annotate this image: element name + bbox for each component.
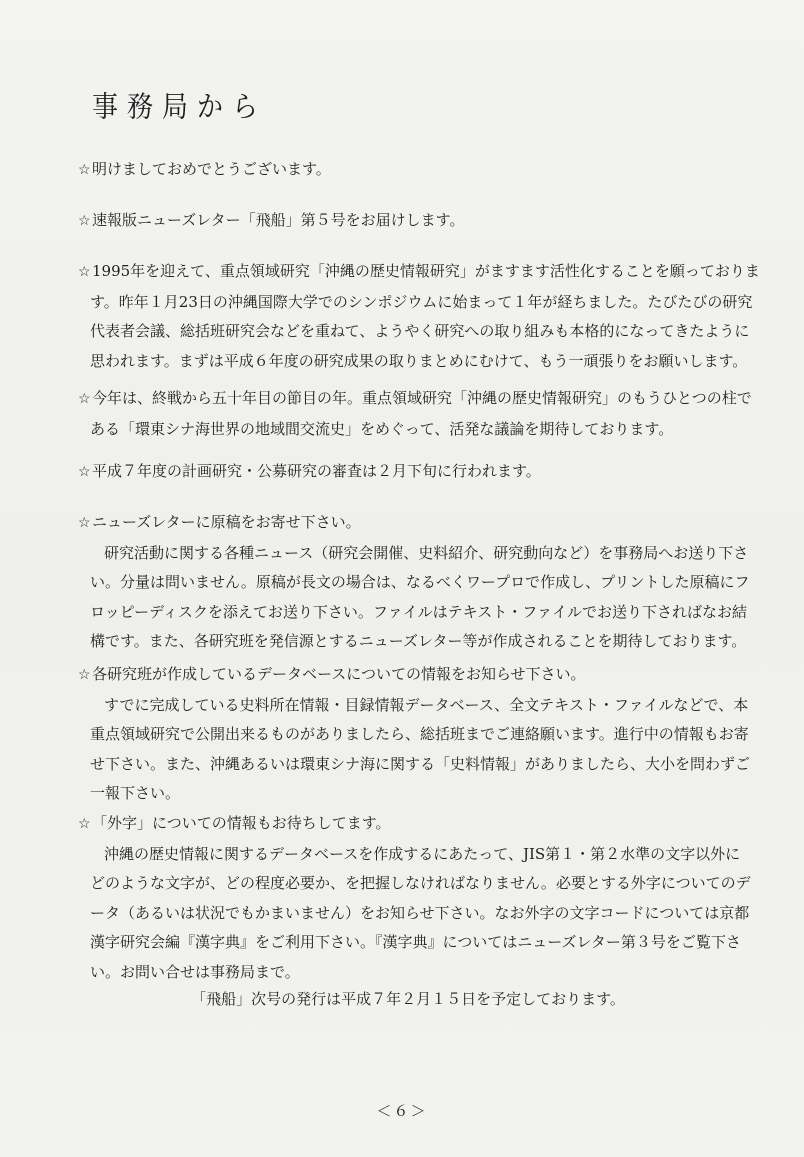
item-text-line: 構です。また、各研究班を発信源とするニューズレター等が作成されることを期待しております。: [90, 632, 747, 650]
item-text: ニューズレターに原稿をお寄せ下さい。: [92, 513, 361, 531]
item-text-line: 思われます。まずは平成６年度の研究成果の取りまとめにむけて、もう一頑張りをお願いします。: [90, 351, 748, 370]
item-text-line: 代表者会議、総括班研究会などを重ねて、ようやく研究への取り組みも本格的になってきたように: [90, 322, 750, 340]
star-bullet-icon: ☆: [78, 515, 91, 531]
star-bullet-icon: ☆: [78, 391, 91, 407]
notice-item-new-year: [78, 155, 754, 186]
item-text: 各研究班が作成しているデータベースについての情報をお知らせ下さい。: [92, 665, 586, 683]
page-title: 事務局から: [92, 90, 268, 125]
item-text: 速報版ニューズレター「飛船」第５号をお届けします。: [92, 211, 465, 229]
item-text-line: すでに完成している史料所在情報・目録情報データベース、全文テキスト・ファイルなどで、本: [104, 695, 749, 714]
item-lead: [78, 257, 760, 288]
item-lead: [78, 384, 754, 415]
item-text-line: い。分量は問いません。原稿が長文の場合は、なるべくワープロで作成し、プリントした原稿にフ: [90, 573, 750, 591]
star-bullet-icon: ☆: [78, 667, 91, 683]
item-text-line: せ下さい。また、沖縄あるいは環東シナ海に関する「史料情報」がありましたら、大小を問わずご: [90, 754, 751, 773]
item-text-line: 重点領域研究で公開出来るものがありましたら、総括班までご連絡願います。進行中の情報もお寄: [90, 725, 749, 743]
item-text: 平成７年度の計画研究・公募研究の審査は２月下旬に行われます。: [92, 462, 541, 480]
item-lead: [78, 457, 754, 488]
item-text-line: 沖縄の歴史情報に関するデータベースを作成するにあたって、JIS第１・第２水準の文字以外に: [104, 844, 741, 863]
item-text-line: ロッピーディスクを添えてお送り下さい。ファイルはテキスト・ファイルでお送り下さればなお結: [90, 602, 748, 621]
notice-item-manuscripts: [78, 508, 754, 657]
item-text-line: 漢字研究会編『漢字典』をご利用下さい。『漢字典』についてはニューズレター第３号をご覧下さ: [90, 933, 741, 951]
item-text: 明けましておめでとうございます。: [92, 160, 331, 178]
item-text-line: どのような文字が、どの程度必要か、を把握しなければなりません。必要とする外字についてのデ: [90, 874, 751, 892]
item-text: 「外字」についての情報もお待ちしてます。: [92, 814, 391, 832]
item-lead: [78, 206, 754, 237]
item-text-line: ータ（あるいは状況でもかまいません）をお知らせ下さい。なお外字の文字コードについては京都: [90, 903, 750, 922]
item-text-line: す。昨年１月23日の沖縄国際大学でのシンポジウムに始まって１年が経ちました。たびたびの研究: [90, 292, 753, 311]
item-text-line: 一報下さい。: [90, 784, 181, 802]
item-lead: [78, 508, 754, 539]
star-bullet-icon: ☆: [78, 162, 91, 178]
star-bullet-icon: ☆: [78, 213, 91, 229]
notice-item-review: [78, 457, 754, 488]
next-issue-notice: 「飛船」次号の発行は平成７年２月１５日を予定しております。: [191, 990, 625, 1008]
item-lead: [78, 660, 754, 691]
notice-item-databases: [78, 660, 754, 809]
item-lead: [78, 155, 754, 186]
item-text-line: 研究活動に関する各種ニュース（研究会開催、史料紹介、研究動向など）を事務局へお送り下さ: [104, 543, 749, 562]
star-bullet-icon: ☆: [78, 816, 91, 832]
item-text: 今年は、終戦から五十年目の節目の年。重点領域研究「沖縄の歴史情報研究」のもうひとつの柱で: [92, 389, 752, 407]
star-bullet-icon: ☆: [78, 264, 91, 280]
notice-item-newsletter: [78, 206, 754, 237]
notice-item-fifty-years: [78, 384, 754, 444]
item-text-line: い。お問い合せは事務局まで。: [90, 962, 300, 981]
item-text-line: ある「環東シナ海世界の地域間交流史」をめぐって、活発な議論を期待しております。: [90, 419, 674, 438]
star-bullet-icon: ☆: [78, 464, 91, 480]
item-text: 1995年を迎えて、重点領域研究「沖縄の歴史情報研究」がますます活性化することを願っておりま: [92, 262, 760, 280]
page-number: ＜６＞: [376, 1102, 428, 1120]
notice-item-1995: [78, 257, 760, 376]
item-lead: [78, 809, 754, 840]
notice-item-gaiji: [78, 809, 754, 987]
